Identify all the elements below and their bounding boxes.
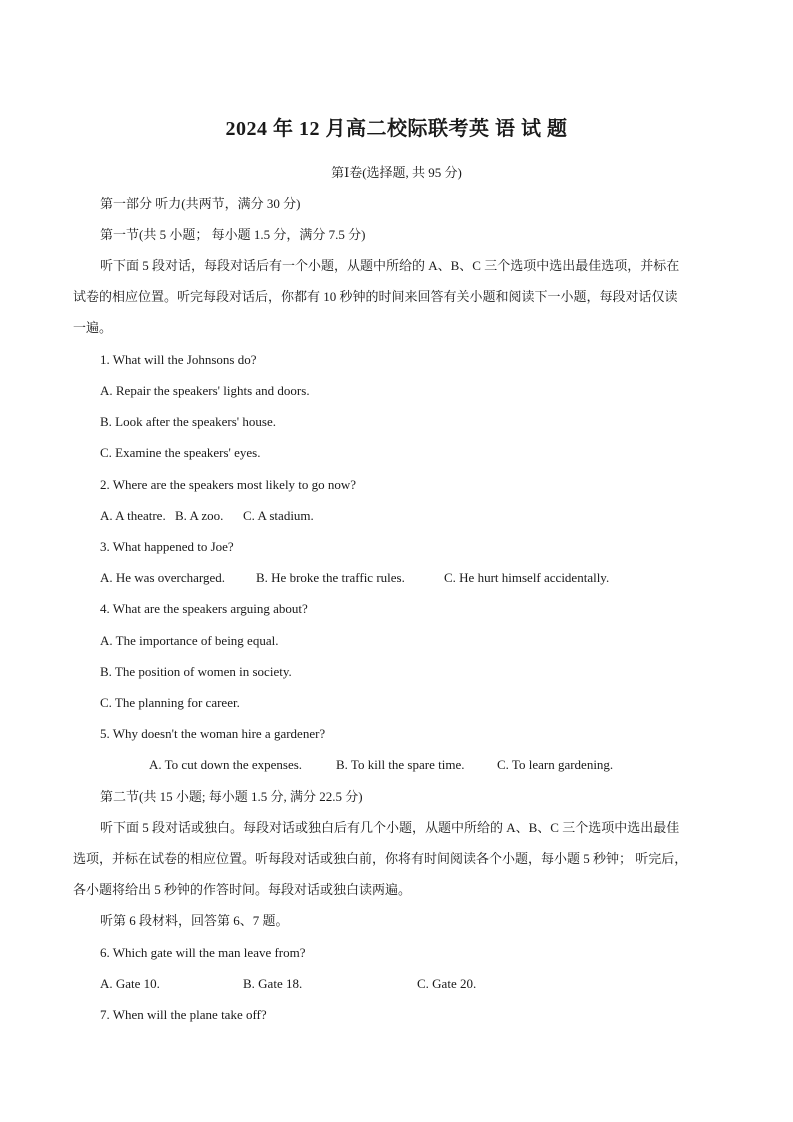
material-6-heading: 听第 6 段材料，回答第 6、7 题。 <box>100 913 289 928</box>
question-2-option-b: B. A zoo. <box>175 508 224 523</box>
question-5-option-b: B. To kill the spare time. <box>336 757 465 772</box>
question-3-option-a: A. He was overcharged. <box>100 570 226 585</box>
question-3-stem: 3. What happened to Joe? <box>100 539 234 554</box>
section1-intro-line: 听下面 5 段对话，每段对话后有一个小题，从题中所给的 A、B、C 三个选项中选出最佳选项，并标在 <box>100 258 680 273</box>
question-1-option-c: C. Examine the speakers' eyes. <box>100 445 261 460</box>
question-5-option-c: C. To learn gardening. <box>497 757 614 772</box>
section2-intro-line: 选项，并标在试卷的相应位置。听每段对话或独白前，你将有时间阅读各个小题，每小题 5 秒钟； 听完后， <box>73 851 688 866</box>
question-4-stem: 4. What are the speakers arguing about? <box>100 601 308 616</box>
section1-heading: 第一节(共 5 小题； 每小题 1.5 分，满分 7.5 分) <box>100 227 366 242</box>
question-7-stem: 7. When will the plane take off? <box>100 1007 267 1022</box>
question-3-option-b: B. He broke the traffic rules. <box>256 570 405 585</box>
question-3-option-c: C. He hurt himself accidentally. <box>444 570 610 585</box>
page-title: 2024 年 12 月高二校际联考英 语 试 题 <box>225 118 568 140</box>
section2-heading: 第二节(共 15 小题; 每小题 1.5 分, 满分 22.5 分) <box>100 789 363 804</box>
part-heading: 第一部分 听力(共两节，满分 30 分) <box>100 196 301 211</box>
question-1-option-a: A. Repair the speakers' lights and doors. <box>100 383 310 398</box>
section2-intro-line: 听下面 5 段对话或独白。每段对话或独白后有几个小题，从题中所给的 A、B、C 三个选项中选出最佳 <box>100 820 680 835</box>
question-2-option-c: C. A stadium. <box>243 508 314 523</box>
question-2-stem: 2. Where are the speakers most likely to go now? <box>100 477 357 492</box>
question-1-stem: 1. What will the Johnsons do? <box>100 352 257 367</box>
question-6-option-a: A. Gate 10. <box>100 976 160 991</box>
question-4-option-b: B. The position of women in society. <box>100 664 292 679</box>
section1-intro-line: 一遍。 <box>73 320 113 335</box>
question-4-option-a: A. The importance of being equal. <box>100 633 279 648</box>
volume-heading: 第Ⅰ卷(选择题, 共 95 分) <box>331 165 462 180</box>
question-4-option-c: C. The planning for career. <box>100 695 240 710</box>
question-1-option-b: B. Look after the speakers' house. <box>100 414 276 429</box>
question-5-stem: 5. Why doesn't the woman hire a gardener? <box>100 726 326 741</box>
question-6-stem: 6. Which gate will the man leave from? <box>100 945 306 960</box>
question-6-option-b: B. Gate 18. <box>243 976 303 991</box>
section2-intro-line: 各小题将给出 5 秒钟的作答时间。每段对话或独白读两遍。 <box>73 882 412 897</box>
question-5-option-a: A. To cut down the expenses. <box>149 757 303 772</box>
question-6-option-c: C. Gate 20. <box>417 976 477 991</box>
section1-intro-line: 试卷的相应位置。听完每段对话后，你都有 10 秒钟的时间来回答有关小题和阅读下一小题，每段对话仅读 <box>73 289 678 304</box>
question-2-option-a: A. A theatre. <box>100 508 166 523</box>
